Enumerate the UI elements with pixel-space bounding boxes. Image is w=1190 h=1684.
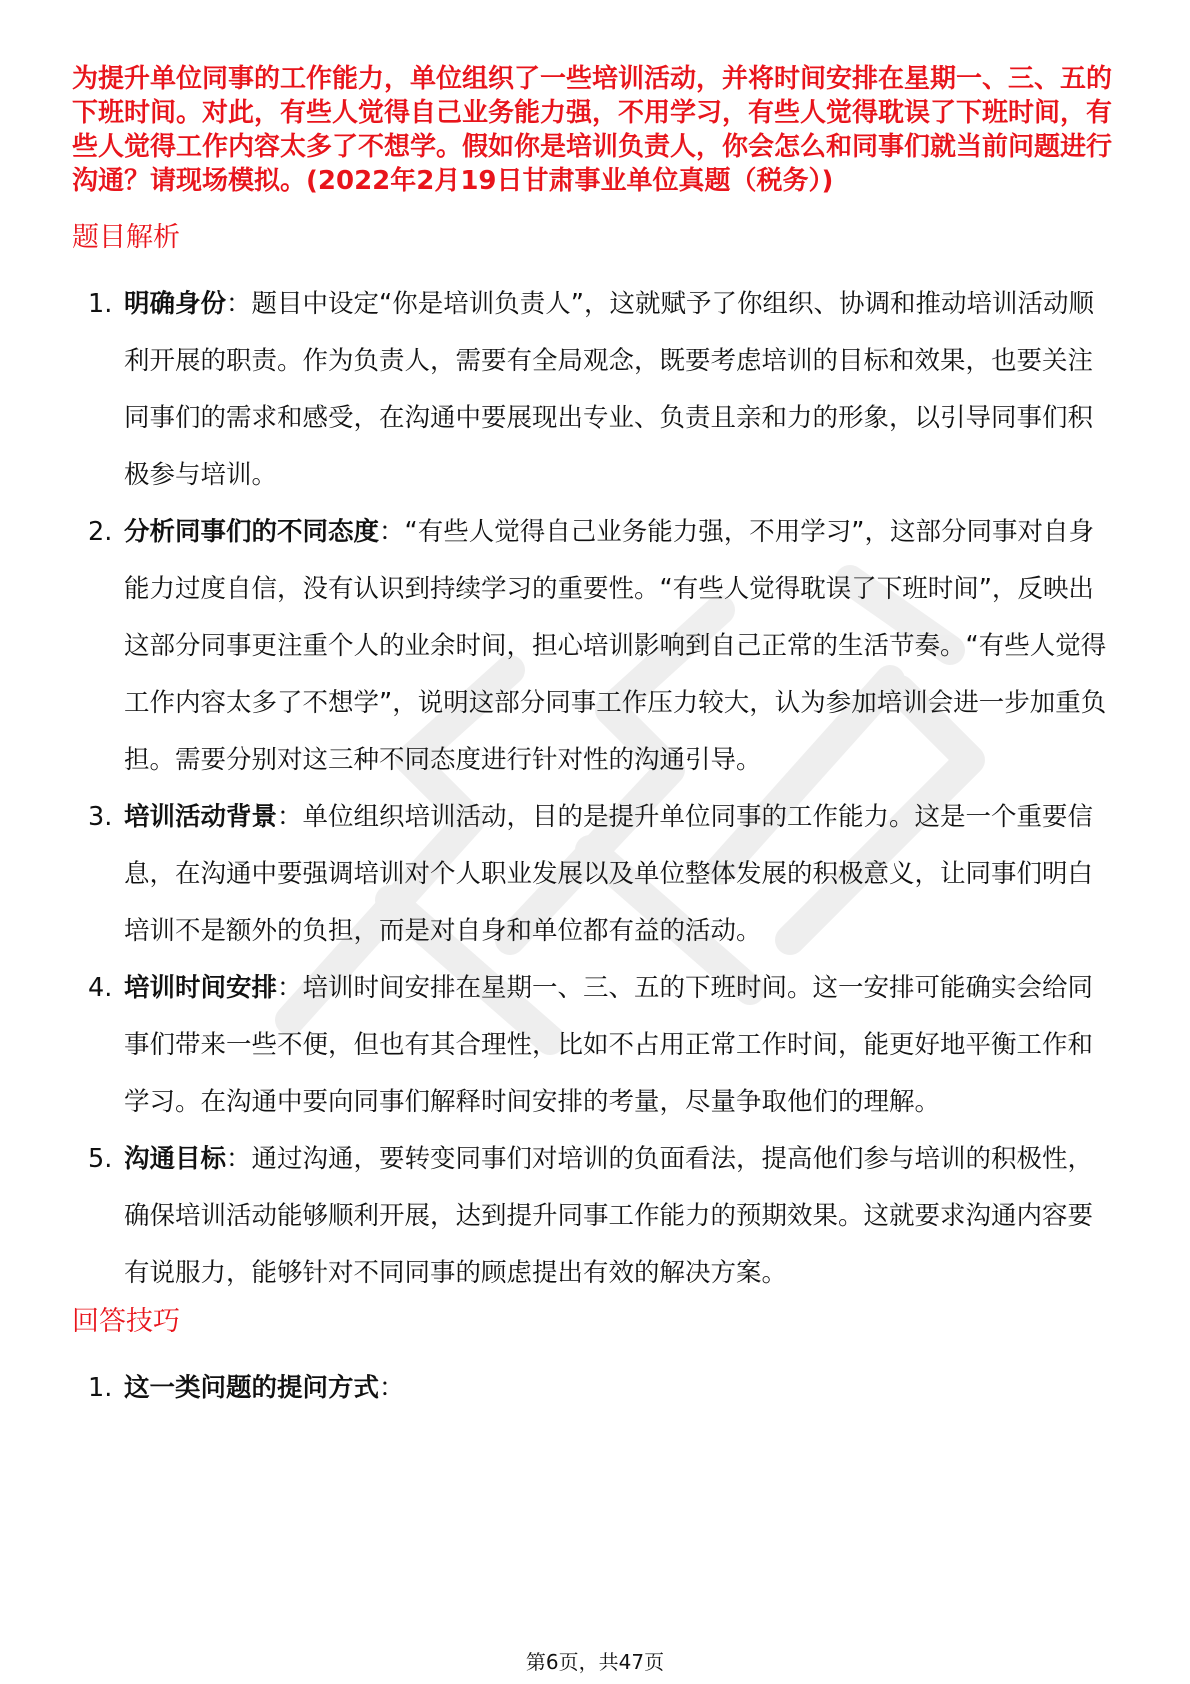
item-text: ：“有些人觉得自己业务能力强，不用学习”，这部分同事对自身能力过度自信，没有认识到持续学习的重要性。“有些人觉得耽误了下班时间”，反映出这部分同事更注重个人的业余时间，担心培训影响到自己正常的生活节奏。“有些人觉得工作内容太多了不想学”，说明这部分同事工作压力较大，认为参加培训会进一步加重负担。需要分别对这三种不同态度进行针对性的沟通引导。 — [124, 517, 1107, 775]
item-number: 4. — [88, 973, 113, 1003]
item-text: ： — [379, 1373, 405, 1403]
page-content — [72, 62, 1118, 1417]
item-text: ：单位组织培训活动，目的是提升单位同事的工作能力。这是一个重要信息，在沟通中要强调培训对个人职业发展以及单位整体发展的积极意义，让同事们明白培训不是额外的负担，而是对自身和单位都有益的活动。 — [124, 802, 1094, 946]
item-number: 3. — [88, 802, 113, 832]
item-text: ：培训时间安排在星期一、三、五的下班时间。这一安排可能确实会给同事们带来一些不便，但也有其合理性，比如不占用正常工作时间，能更好地平衡工作和学习。在沟通中要向同事们解释时间安排的考量，尽量争取他们的理解。 — [124, 973, 1094, 1117]
list-item — [72, 504, 1118, 789]
item-label: 培训时间安排 — [124, 973, 278, 1003]
list-item — [72, 1131, 1118, 1302]
section-title-tips: 回答技巧 — [72, 1306, 180, 1337]
item-label: 分析同事们的不同态度 — [124, 517, 380, 547]
item-text: ：题目中设定“你是培训负责人”，这就赋予了你组织、协调和推动培训活动顺利开展的职责。作为负责人，需要有全局观念，既要考虑培训的目标和效果，也要关注同事们的需求和感受，在沟通中要展现出专业、负责且亲和力的形象，以引导同事们积极参与培训。 — [124, 289, 1094, 490]
item-number: 1. — [88, 1373, 113, 1403]
analysis-list — [72, 276, 1118, 1302]
item-text: ：通过沟通，要转变同事们对培训的负面看法，提高他们参与培训的积极性，确保培训活动能够顺利开展，达到提升同事工作能力的预期效果。这就要求沟通内容要有说服力，能够针对不同同事的顾虑提出有效的解决方案。 — [124, 1144, 1094, 1288]
item-label: 明确身份 — [124, 289, 227, 319]
item-label: 沟通目标 — [124, 1144, 227, 1174]
item-number: 5. — [88, 1144, 113, 1174]
item-label: 这一类问题的提问方式 — [124, 1373, 380, 1403]
item-number: 1. — [88, 289, 113, 319]
item-label: 培训活动背景 — [124, 802, 278, 832]
list-item — [72, 789, 1118, 960]
item-number: 2. — [88, 517, 113, 547]
list-item — [72, 960, 1118, 1131]
question-text: 为提升单位同事的工作能力，单位组织了一些培训活动，并将时间安排在星期一、三、五的下班时间。对此，有些人觉得自己业务能力强，不用学习，有些人觉得耽误了下班时间，有些人觉得工作内容太多了不想学。假如你是培训负责人，你会怎么和同事们就当前问题进行沟通？请现场模拟。(2022年2月19日甘肃事业单位真题（税务）) — [72, 64, 1113, 196]
tips-list — [72, 1360, 1118, 1417]
page-footer: 第6页，共47页 — [525, 1650, 665, 1674]
section-title-analysis: 题目解析 — [72, 222, 180, 253]
list-item — [72, 1360, 1118, 1417]
list-item — [72, 276, 1118, 504]
